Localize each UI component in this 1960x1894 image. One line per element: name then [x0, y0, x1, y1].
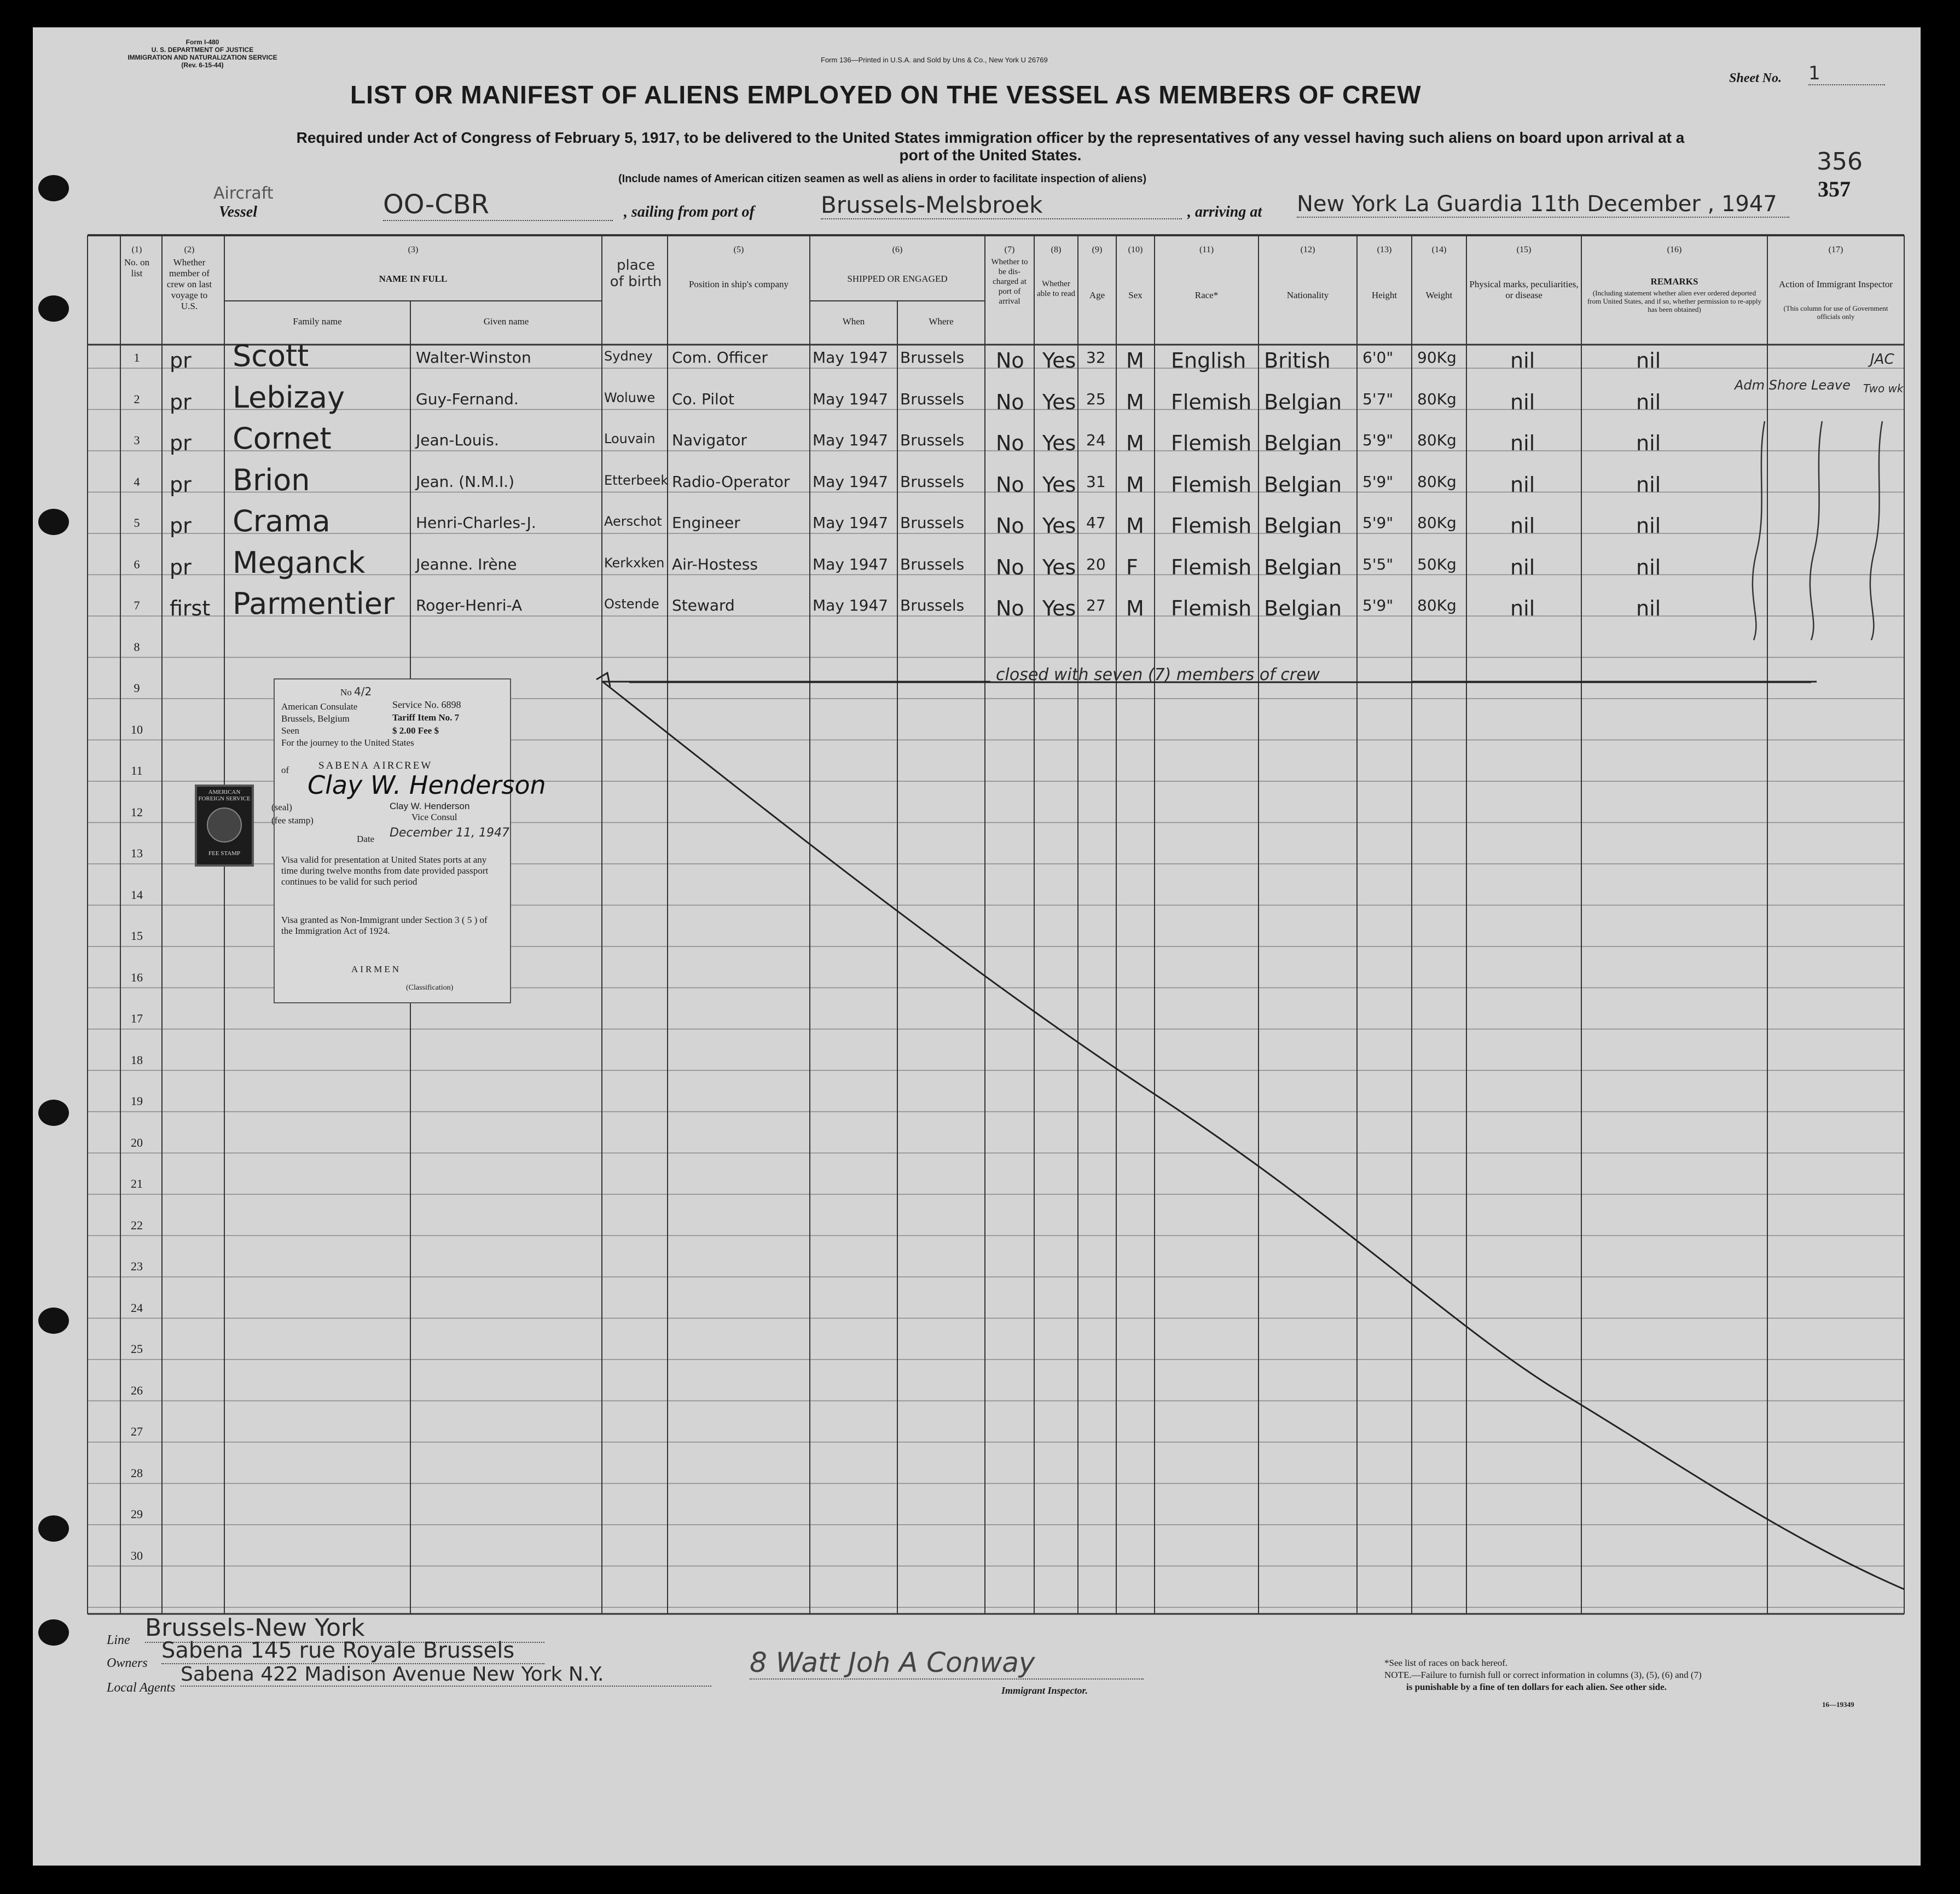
- shipped-where-cell: Brussels: [900, 596, 965, 614]
- weight-cell: 80Kg: [1417, 514, 1457, 532]
- agents-label: Local Agents: [107, 1681, 176, 1695]
- prev-voyage-cell: first: [170, 596, 211, 620]
- stamp-no-value: 4/2: [354, 685, 372, 698]
- age-cell: 24: [1086, 431, 1106, 449]
- vessel-value: OO-CBR: [383, 189, 613, 221]
- physical-marks-cell: nil: [1510, 431, 1535, 455]
- able-to-read-cell: Yes: [1042, 431, 1076, 455]
- age-cell: 32: [1086, 348, 1106, 367]
- header-height: Height: [1371, 290, 1397, 300]
- height-cell: 5'9": [1362, 431, 1394, 449]
- header-action-sub: (This column for use of Government officials only: [1783, 304, 1888, 321]
- height-cell: 5'9": [1362, 472, 1394, 491]
- revision: (Rev. 6-15-44): [181, 61, 224, 69]
- closing-note: closed with seven (7) members of crew: [996, 665, 1320, 684]
- weight-cell: 50Kg: [1417, 555, 1457, 573]
- row-number: 18: [131, 1053, 143, 1067]
- colnum-6: (6): [892, 245, 903, 254]
- row-number: 4: [134, 474, 140, 489]
- nationality-cell: Belgian: [1264, 390, 1342, 414]
- discharged-cell: No: [996, 431, 1024, 455]
- colnum-9: (9): [1092, 245, 1103, 254]
- weight-cell: 90Kg: [1417, 348, 1457, 367]
- able-to-read-cell: Yes: [1042, 390, 1076, 414]
- height-cell: 5'9": [1362, 596, 1394, 614]
- physical-marks-cell: nil: [1510, 514, 1535, 538]
- prev-voyage-cell: pr: [170, 555, 192, 579]
- birthplace-cell: Kerkxken: [604, 555, 665, 571]
- stamp-of-label: of: [281, 765, 289, 775]
- inspector-signature: 8 Watt Joh A Conway: [750, 1647, 1144, 1680]
- sailing-label: , sailing from port of: [624, 204, 755, 220]
- physical-marks-cell: nil: [1510, 596, 1535, 620]
- row-number: 3: [134, 433, 140, 447]
- position-cell: Com. Officer: [672, 348, 768, 367]
- prev-voyage-cell: pr: [170, 514, 192, 538]
- sailing-value: Brussels-Melsbroek: [821, 191, 1182, 219]
- nationality-cell: Belgian: [1264, 555, 1342, 579]
- page-old-number: 356: [1817, 148, 1863, 176]
- header-nationality: Nationality: [1286, 290, 1329, 300]
- shipped-when-cell: May 1947: [813, 472, 889, 491]
- stamp-classification-label: (Classification): [406, 984, 454, 992]
- header-age: Age: [1089, 290, 1105, 300]
- prev-voyage-cell: pr: [170, 431, 192, 455]
- stamp-journey: For the journey to the United States: [281, 737, 414, 748]
- row-number: 25: [131, 1342, 143, 1356]
- prev-voyage-cell: pr: [170, 390, 192, 414]
- agents-value: Sabena 422 Madison Avenue New York N.Y.: [181, 1663, 711, 1687]
- ditto-marks: [33, 27, 1921, 1866]
- row-number: 5: [134, 516, 140, 530]
- shipped-where-cell: Brussels: [900, 514, 965, 532]
- printer-line: Form 136—Printed in U.S.A. and Sold by Uns & Co., New York U 26769: [821, 56, 1048, 64]
- stamp-date-value: December 11, 1947: [390, 826, 510, 840]
- row-number: 7: [134, 599, 140, 612]
- page-title: LIST OR MANIFEST OF ALIENS EMPLOYED ON THE VESSEL AS MEMBERS OF CREW: [350, 80, 1422, 109]
- colnum-15: (15): [1516, 245, 1532, 254]
- race-cell: Flemish: [1171, 555, 1252, 579]
- physical-marks-cell: nil: [1510, 348, 1535, 373]
- stamp-consulate: American Consulate: [281, 701, 358, 712]
- action-initials: JAC: [1870, 351, 1894, 368]
- remarks-cell: nil: [1636, 431, 1661, 455]
- sex-cell: M: [1126, 596, 1144, 620]
- header-discharged: Whether to be dis-charged at port of arrival: [991, 258, 1028, 306]
- discharged-cell: No: [996, 555, 1024, 579]
- height-cell: 5'9": [1362, 514, 1394, 532]
- header-action: Action of Immigrant Inspector: [1778, 279, 1893, 289]
- colnum-12: (12): [1300, 245, 1315, 254]
- stamp-signer: Clay W. Henderson: [390, 801, 470, 811]
- row-number: 29: [131, 1507, 143, 1521]
- colnum-1: (1): [131, 245, 142, 254]
- stamp-fee-stamp-label: (fee stamp): [271, 815, 314, 826]
- sex-cell: M: [1126, 472, 1144, 497]
- stamp-date-label: Date: [357, 834, 375, 844]
- shipped-when-cell: May 1947: [813, 596, 889, 614]
- arriving-value: New York La Guardia 11th December , 1947: [1297, 191, 1789, 218]
- row-number: 16: [131, 970, 143, 984]
- age-cell: 31: [1086, 472, 1106, 491]
- vessel-prefix: Aircraft: [213, 184, 274, 203]
- form-number: Form I-480: [185, 38, 219, 46]
- header-physical-marks: Physical marks, peculiarities, or disease: [1469, 279, 1579, 300]
- colnum-13: (13): [1377, 245, 1392, 254]
- header-remarks: REMARKS: [1650, 276, 1698, 287]
- stamp-city: Brussels, Belgium: [281, 713, 350, 724]
- given-name-cell: Henri-Charles-J.: [416, 514, 536, 532]
- physical-marks-cell: nil: [1510, 472, 1535, 497]
- shipped-where-cell: Brussels: [900, 390, 965, 408]
- service-name: IMMIGRATION AND NATURALIZATION SERVICE: [127, 54, 277, 61]
- fee-stamp-top: AMERICAN FOREIGN SERVICE: [198, 789, 251, 802]
- position-cell: Radio-Operator: [672, 472, 790, 491]
- stamp-no-label: No: [340, 687, 352, 698]
- weight-cell: 80Kg: [1417, 390, 1457, 408]
- sex-cell: M: [1126, 348, 1144, 373]
- remarks-cell: nil: [1636, 390, 1661, 414]
- row-number: 30: [131, 1548, 143, 1562]
- family-name-cell: Crama: [233, 504, 330, 538]
- header-name-in-full: NAME IN FULL: [379, 274, 448, 284]
- remarks-cell: nil: [1636, 514, 1661, 538]
- row-number: 28: [131, 1466, 143, 1480]
- given-name-cell: Roger-Henri-A: [416, 596, 523, 614]
- row-number: 19: [131, 1094, 143, 1108]
- given-name-cell: Jean. (N.M.I.): [416, 472, 515, 491]
- colnum-7: (7): [1004, 245, 1015, 254]
- colnum-2: (2): [184, 245, 195, 254]
- age-cell: 27: [1086, 596, 1106, 614]
- line-label: Line: [107, 1633, 130, 1647]
- weight-cell: 80Kg: [1417, 596, 1457, 614]
- sex-cell: F: [1126, 555, 1138, 579]
- discharged-cell: No: [996, 596, 1024, 620]
- stamp-service-no: Service No. 6898: [392, 699, 461, 710]
- family-name-cell: Cornet: [233, 421, 332, 456]
- note-failure: NOTE.—Failure to furnish full or correct information in columns (3), (5), (6) and (7): [1384, 1670, 1702, 1680]
- header-race: Race*: [1194, 290, 1219, 300]
- nationality-cell: Belgian: [1264, 431, 1342, 455]
- manifest-sheet: [33, 27, 1921, 1866]
- colnum-10: (10): [1128, 245, 1143, 254]
- row-number: 14: [131, 887, 143, 902]
- inspector-label: Immigrant Inspector.: [1001, 1685, 1088, 1696]
- stamp-valid-text: Visa valid for presentation at United States ports at any time during twelve months from date provided passport continues to be valid for such period: [281, 855, 489, 887]
- able-to-read-cell: Yes: [1042, 348, 1076, 373]
- stamp-signer-title: Vice Consul: [411, 812, 457, 822]
- owners-value: Sabena 145 rue Royale Brussels: [161, 1638, 544, 1664]
- remarks-cell: nil: [1636, 472, 1661, 497]
- race-cell: Flemish: [1171, 472, 1252, 497]
- arriving-label: , arriving at: [1187, 204, 1262, 220]
- shipped-where-cell: Brussels: [900, 472, 965, 491]
- sex-cell: M: [1126, 514, 1144, 538]
- race-cell: Flemish: [1171, 431, 1252, 455]
- row-number: 8: [134, 640, 140, 654]
- nationality-cell: British: [1264, 348, 1331, 373]
- vessel-label: Vessel: [219, 204, 257, 220]
- stamp-granted-text: Visa granted as Non-Immigrant under Section 3 ( 5 ) of the Immigration Act of 1924.: [281, 915, 488, 936]
- shipped-when-cell: May 1947: [813, 348, 889, 367]
- nationality-cell: Belgian: [1264, 596, 1342, 620]
- form-code: 16—19349: [1822, 1700, 1854, 1709]
- required-line-2: port of the United States.: [899, 147, 1082, 164]
- physical-marks-cell: nil: [1510, 555, 1535, 579]
- family-name-cell: Lebizay: [233, 380, 345, 415]
- physical-marks-cell: nil: [1510, 390, 1535, 414]
- header-position: Position in ship's company: [688, 279, 789, 289]
- stamp-seal-label: (seal): [271, 802, 292, 812]
- remarks-cell: nil: [1636, 596, 1661, 620]
- colnum-16: (16): [1667, 245, 1682, 254]
- header-family-name: Family name: [293, 316, 342, 327]
- header-sex: Sex: [1128, 290, 1143, 300]
- row-number: 26: [131, 1383, 143, 1397]
- row-number: 15: [131, 929, 143, 943]
- action-extra: Two wk: [1863, 382, 1904, 395]
- row-number: 20: [131, 1135, 143, 1149]
- birthplace-cell: Sydney: [604, 348, 653, 364]
- birthplace-cell: Etterbeek: [604, 472, 669, 488]
- required-line-1: Required under Act of Congress of February 5, 1917, to be delivered to the United States immigration officer by the representatives of any vessel having such aliens on board upon arrival at a: [296, 129, 1685, 146]
- header-given-name: Given name: [483, 316, 529, 327]
- action-shore-leave: Adm Shore Leave: [1735, 377, 1851, 393]
- shipped-when-cell: May 1947: [813, 514, 889, 532]
- discharged-cell: No: [996, 348, 1024, 373]
- family-name-cell: Meganck: [233, 545, 366, 580]
- row-number: 12: [131, 805, 143, 819]
- row-number: 6: [134, 557, 140, 571]
- given-name-cell: Jean-Louis.: [416, 431, 499, 449]
- colnum-8: (8): [1051, 245, 1062, 254]
- prev-voyage-cell: pr: [170, 348, 192, 373]
- height-cell: 6'0": [1362, 348, 1394, 367]
- able-to-read-cell: Yes: [1042, 555, 1076, 579]
- header-no-on-list: No. on list: [124, 257, 150, 278]
- able-to-read-cell: Yes: [1042, 472, 1076, 497]
- age-cell: 25: [1086, 390, 1106, 408]
- birthplace-cell: Ostende: [604, 596, 659, 612]
- discharged-cell: No: [996, 514, 1024, 538]
- fee-stamp-bottom: FEE STAMP: [208, 850, 241, 857]
- age-cell: 20: [1086, 555, 1106, 573]
- note-fine: is punishable by a fine of ten dollars for each alien. See other side.: [1406, 1682, 1667, 1692]
- nationality-cell: Belgian: [1264, 472, 1342, 497]
- row-number: 17: [131, 1012, 143, 1025]
- given-name-cell: Walter-Winston: [416, 348, 531, 367]
- owners-label: Owners: [107, 1656, 148, 1670]
- header-last-voyage: Whether member of crew on last voyage to U.S.: [166, 257, 212, 311]
- position-cell: Co. Pilot: [672, 390, 734, 408]
- colnum-17: (17): [1828, 245, 1843, 254]
- row-number: 21: [131, 1177, 143, 1190]
- remarks-cell: nil: [1636, 555, 1661, 579]
- row-number: 23: [131, 1259, 143, 1273]
- sheet-number-value: 1: [1808, 62, 1885, 85]
- sheet-number-label: Sheet No.: [1729, 71, 1782, 85]
- shipped-where-cell: Brussels: [900, 555, 965, 573]
- line-value: Brussels-New York: [145, 1614, 544, 1643]
- sex-cell: M: [1126, 431, 1144, 455]
- family-name-cell: Brion: [233, 462, 310, 497]
- header-when: When: [842, 316, 865, 327]
- shipped-when-cell: May 1947: [813, 431, 889, 449]
- weight-cell: 80Kg: [1417, 472, 1457, 491]
- row-number: 13: [131, 846, 143, 860]
- race-cell: Flemish: [1171, 390, 1252, 414]
- consul-signature: Clay W. Henderson: [308, 770, 546, 800]
- shipped-where-cell: Brussels: [900, 431, 965, 449]
- colnum-11: (11): [1199, 245, 1214, 254]
- race-cell: Flemish: [1171, 514, 1252, 538]
- row-number: 22: [131, 1218, 143, 1232]
- weight-cell: 80Kg: [1417, 431, 1457, 449]
- row-number: 10: [131, 722, 143, 736]
- stamp-fee: $ 2.00 Fee $: [392, 725, 439, 736]
- header-able-to-read: Whether able to read: [1037, 280, 1075, 298]
- birthplace-cell: Aerschot: [604, 514, 662, 529]
- birthplace-cell: Louvain: [604, 431, 656, 446]
- header-weight: Weight: [1425, 290, 1453, 300]
- discharged-cell: No: [996, 390, 1024, 414]
- position-cell: Navigator: [672, 431, 747, 449]
- colnum-14: (14): [1431, 245, 1447, 254]
- header-remarks-sub: (Including statement whether alien ever ordered deported from United States, and if so, whether permission to re-apply has been obtained): [1587, 289, 1762, 313]
- race-cell: Flemish: [1171, 596, 1252, 620]
- race-cell: English: [1171, 348, 1246, 373]
- row-number: 9: [134, 681, 140, 695]
- discharged-cell: No: [996, 472, 1024, 497]
- row-number: 1: [134, 351, 140, 364]
- row-number: 24: [131, 1300, 143, 1315]
- stamp-classification: AIRMEN: [351, 964, 402, 974]
- able-to-read-cell: Yes: [1042, 596, 1076, 620]
- row-number: 11: [131, 764, 143, 777]
- position-cell: Steward: [672, 596, 735, 614]
- colnum-3: (3): [408, 245, 419, 254]
- age-cell: 47: [1086, 514, 1106, 532]
- stamp-seen: Seen: [281, 725, 300, 736]
- shipped-when-cell: May 1947: [813, 555, 889, 573]
- birthplace-cell: Woluwe: [604, 390, 656, 405]
- include-note: (Include names of American citizen seamen as well as aliens in order to facilitate inspection of aliens): [618, 173, 1147, 185]
- height-cell: 5'7": [1362, 390, 1394, 408]
- header-place-of-birth: place of birth: [610, 257, 662, 290]
- shipped-when-cell: May 1947: [813, 390, 889, 408]
- row-number: 2: [134, 392, 140, 406]
- given-name-cell: Jeanne. Irène: [416, 555, 517, 573]
- position-cell: Engineer: [672, 514, 740, 532]
- given-name-cell: Guy-Fernand.: [416, 390, 519, 408]
- family-name-cell: Parmentier: [233, 586, 395, 621]
- remarks-cell: nil: [1636, 348, 1661, 373]
- prev-voyage-cell: pr: [170, 472, 192, 497]
- row-number: 27: [131, 1425, 143, 1438]
- stamp-tariff: Tariff Item No. 7: [392, 712, 460, 723]
- family-name-cell: Scott: [233, 339, 309, 373]
- position-cell: Air-Hostess: [672, 555, 758, 573]
- able-to-read-cell: Yes: [1042, 514, 1076, 538]
- height-cell: 5'5": [1362, 555, 1394, 573]
- stamp-of-value: SABENA AIRCREW: [318, 760, 433, 771]
- nationality-cell: Belgian: [1264, 514, 1342, 538]
- page-number: 357: [1818, 177, 1851, 201]
- colnum-5: (5): [733, 245, 744, 254]
- shipped-where-cell: Brussels: [900, 348, 965, 367]
- header-shipped-engaged: SHIPPED OR ENGAGED: [847, 274, 948, 284]
- header-where: Where: [929, 316, 954, 327]
- sex-cell: M: [1126, 390, 1144, 414]
- department: U. S. DEPARTMENT OF JUSTICE: [151, 46, 254, 54]
- note-races: *See list of races on back hereof.: [1384, 1658, 1508, 1668]
